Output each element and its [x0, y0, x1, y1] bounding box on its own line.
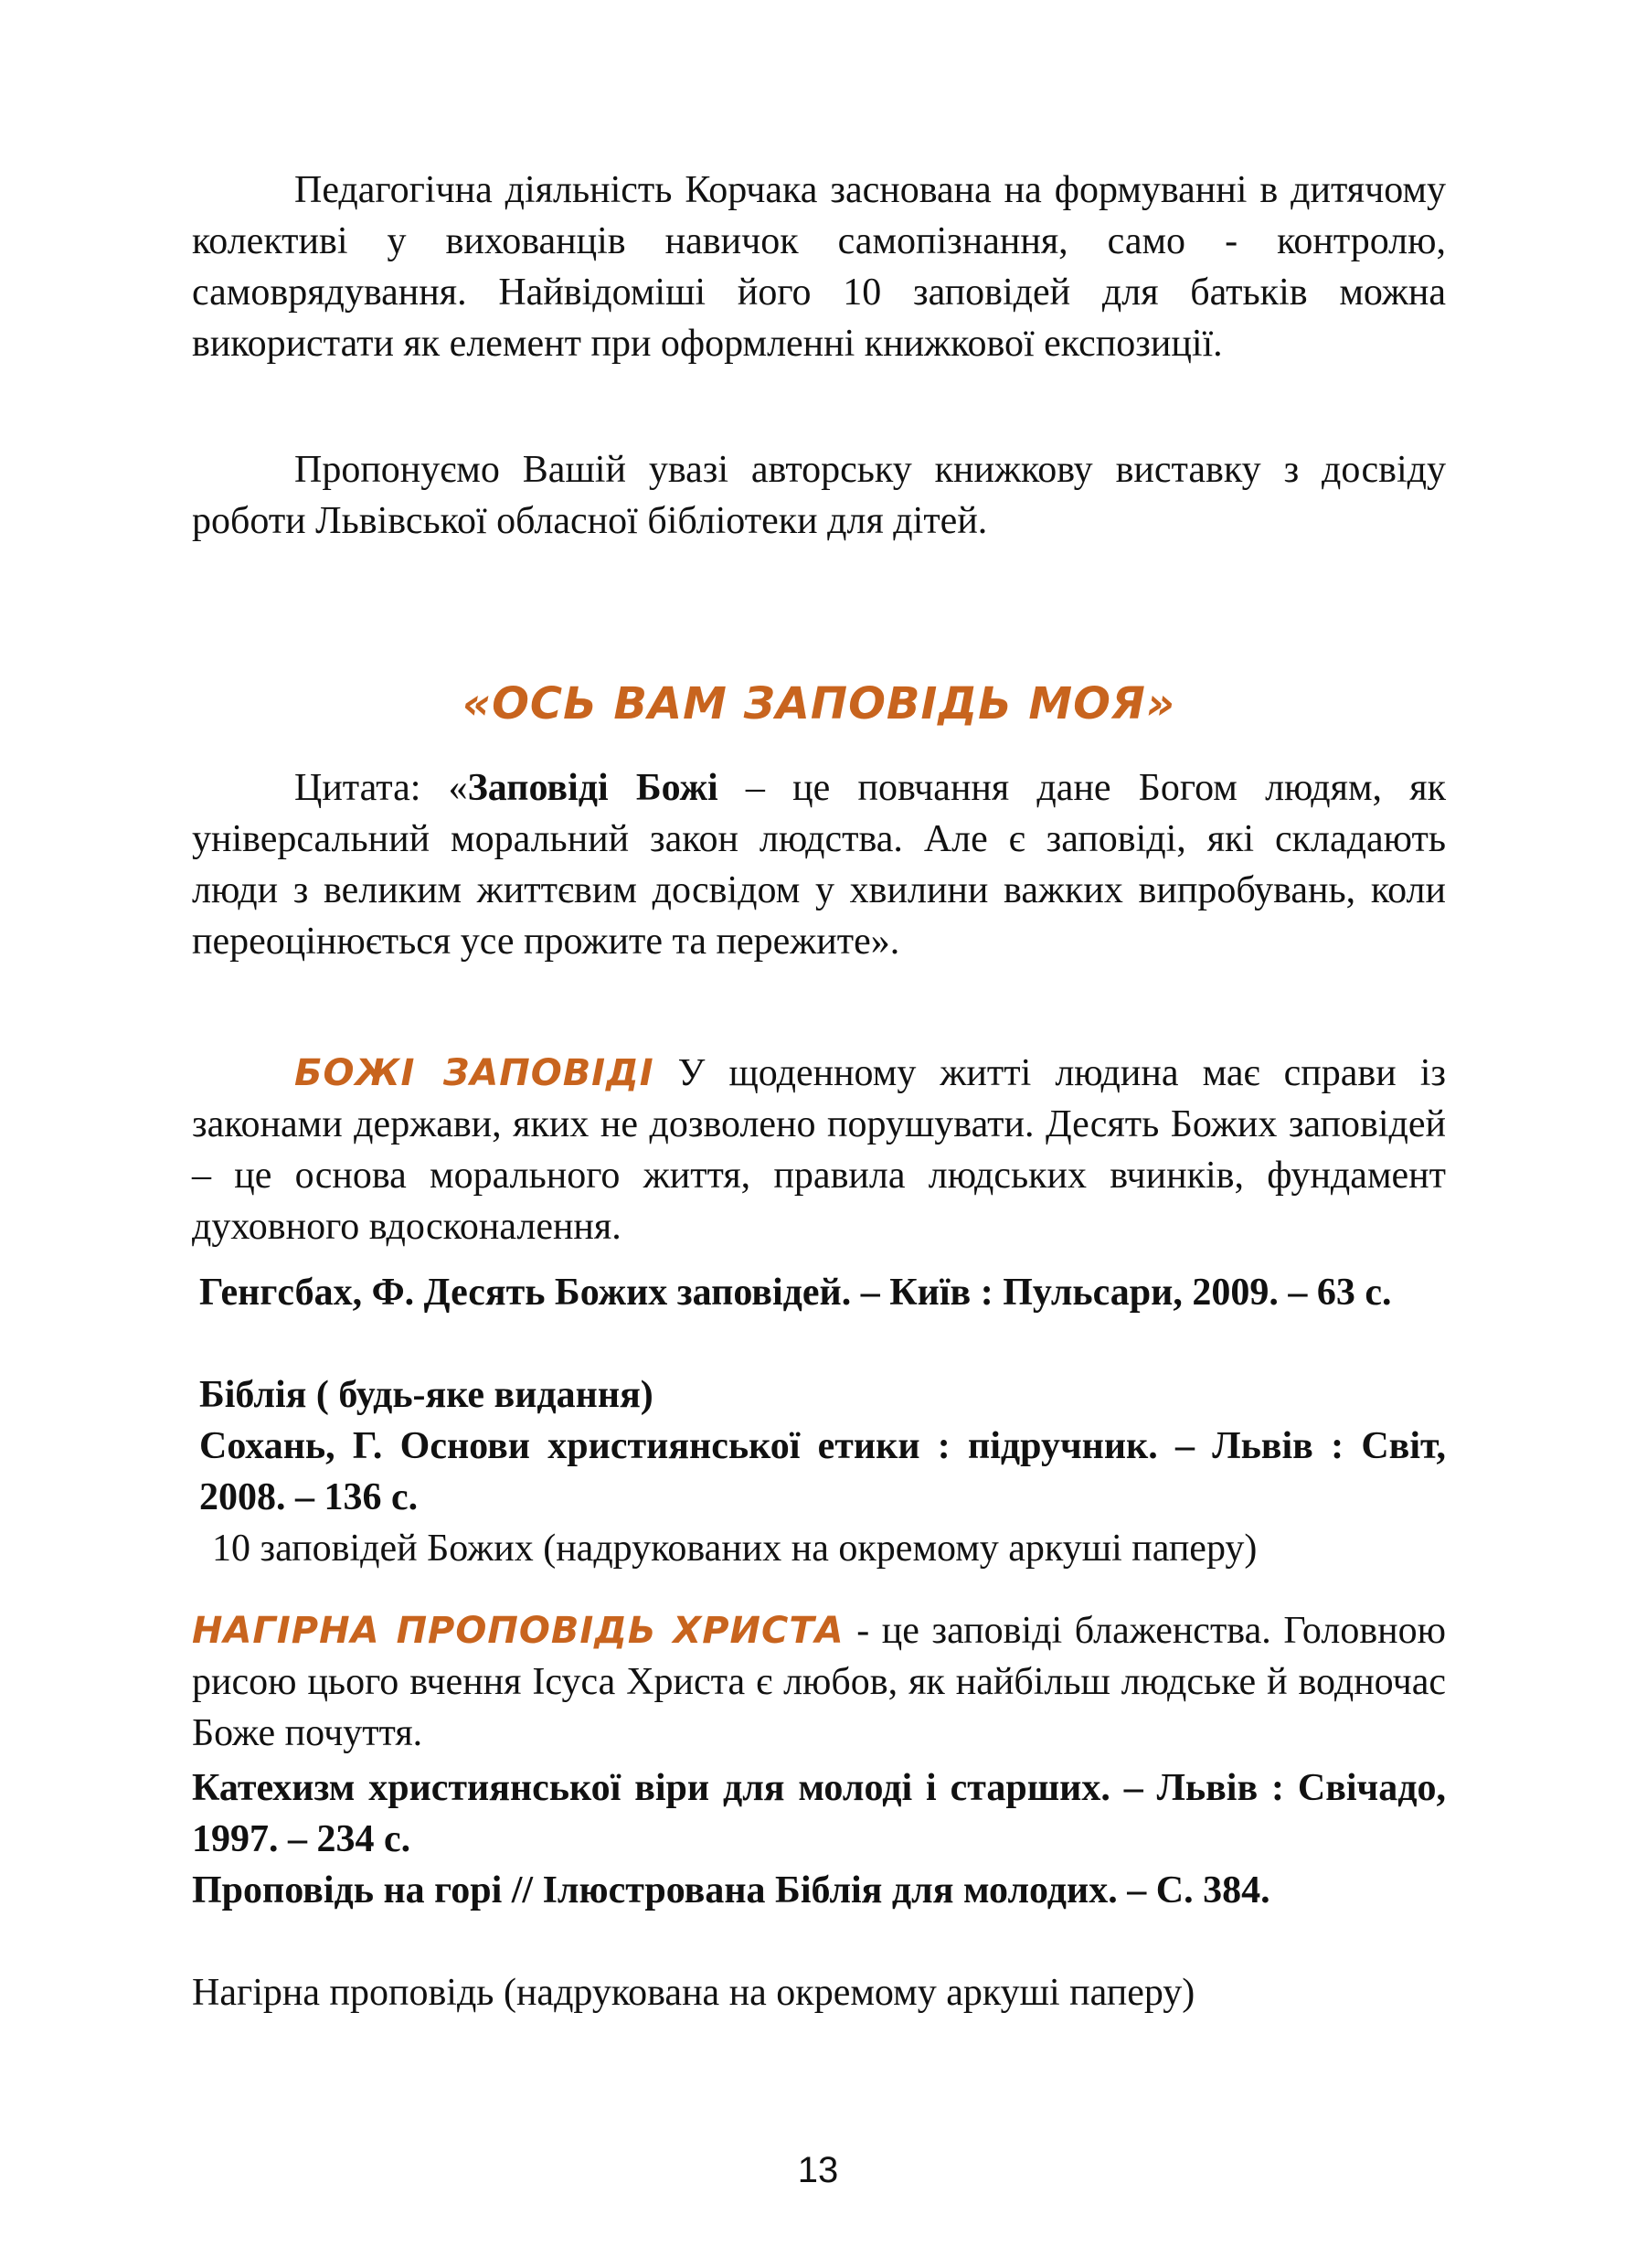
book-entry: Проповідь на горі // Ілюстрована Біблія для молодих. – С. 384.: [192, 1869, 1270, 1911]
quote-lead: Цитата: «: [294, 767, 468, 809]
paragraph-korczak: Педагогічна діяльність Корчака заснована на формуванні в дитячому колективі у вихованців навичок самопізнання, само - контролю, самоврядування. Найвідоміші його 10 заповідей для батьків можна використати як елемент при оформленні книжкової експозиції.: [192, 169, 1446, 365]
quote-paragraph: [192, 762, 1446, 967]
section-commandments-paragraph: [192, 1048, 1446, 1252]
page-number: 13: [797, 2150, 839, 2190]
section-commandments-heading: БОЖІ ЗАПОВІДІ: [294, 1052, 654, 1094]
book-note: 10 заповідей Божих (надрукованих на окремому аркуші паперу): [212, 1528, 1258, 1570]
quote-bold-term: Заповіді Божі: [467, 767, 718, 809]
quote-rest: – це повчання дане Богом людям, як універсальний моральний закон людства. Але є заповіді, які складають люди з великим життєвим досвідом у хвилини важких випробувань, коли переоцінюється усе прожите та пережите».: [192, 767, 1446, 963]
book-note: Нагірна проповідь (надрукована на окремому аркуші паперу): [192, 1972, 1195, 2014]
paragraph-exhibition-intro: Пропонуємо Вашій увазі авторську книжкову виставку з досвіду роботи Львівської обласної бібліотеки для дітей.: [192, 449, 1446, 542]
section-commandments-text: У щоденному житті людина має справи із законами держави, яких не дозволено порушувати. Десять Божих заповідей – це основа морального життя, правила людських вчинків, фундамент духовного вдосконалення.: [192, 1052, 1447, 1248]
book-entry: Біблія ( будь-яке видання): [199, 1374, 653, 1416]
book-entry: Сохань, Г. Основи християнської етики : підручник. – Львів : Світ, 2008. – 136 с.: [199, 1425, 1446, 1518]
section-sermon-text: - це заповіді блаженства. Головною рисою цього вчення Ісуса Христа є любов, як найбільш людське й водночас Боже почуття.: [192, 1610, 1446, 1754]
section-title: «ОСЬ ВАМ ЗАПОВІДЬ МОЯ»: [462, 678, 1176, 729]
book-entry: Катехизм християнської віри для молоді і старших. – Львів : Свічадо, 1997. – 234 с.: [192, 1767, 1446, 1860]
section-sermon-heading: НАГІРНА ПРОПОВІДЬ ХРИСТА: [192, 1610, 845, 1652]
book-entry: Генгсбах, Ф. Десять Божих заповідей. – Київ : Пульсари, 2009. – 63 с.: [199, 1272, 1392, 1314]
section-sermon-paragraph: [192, 1605, 1446, 1759]
